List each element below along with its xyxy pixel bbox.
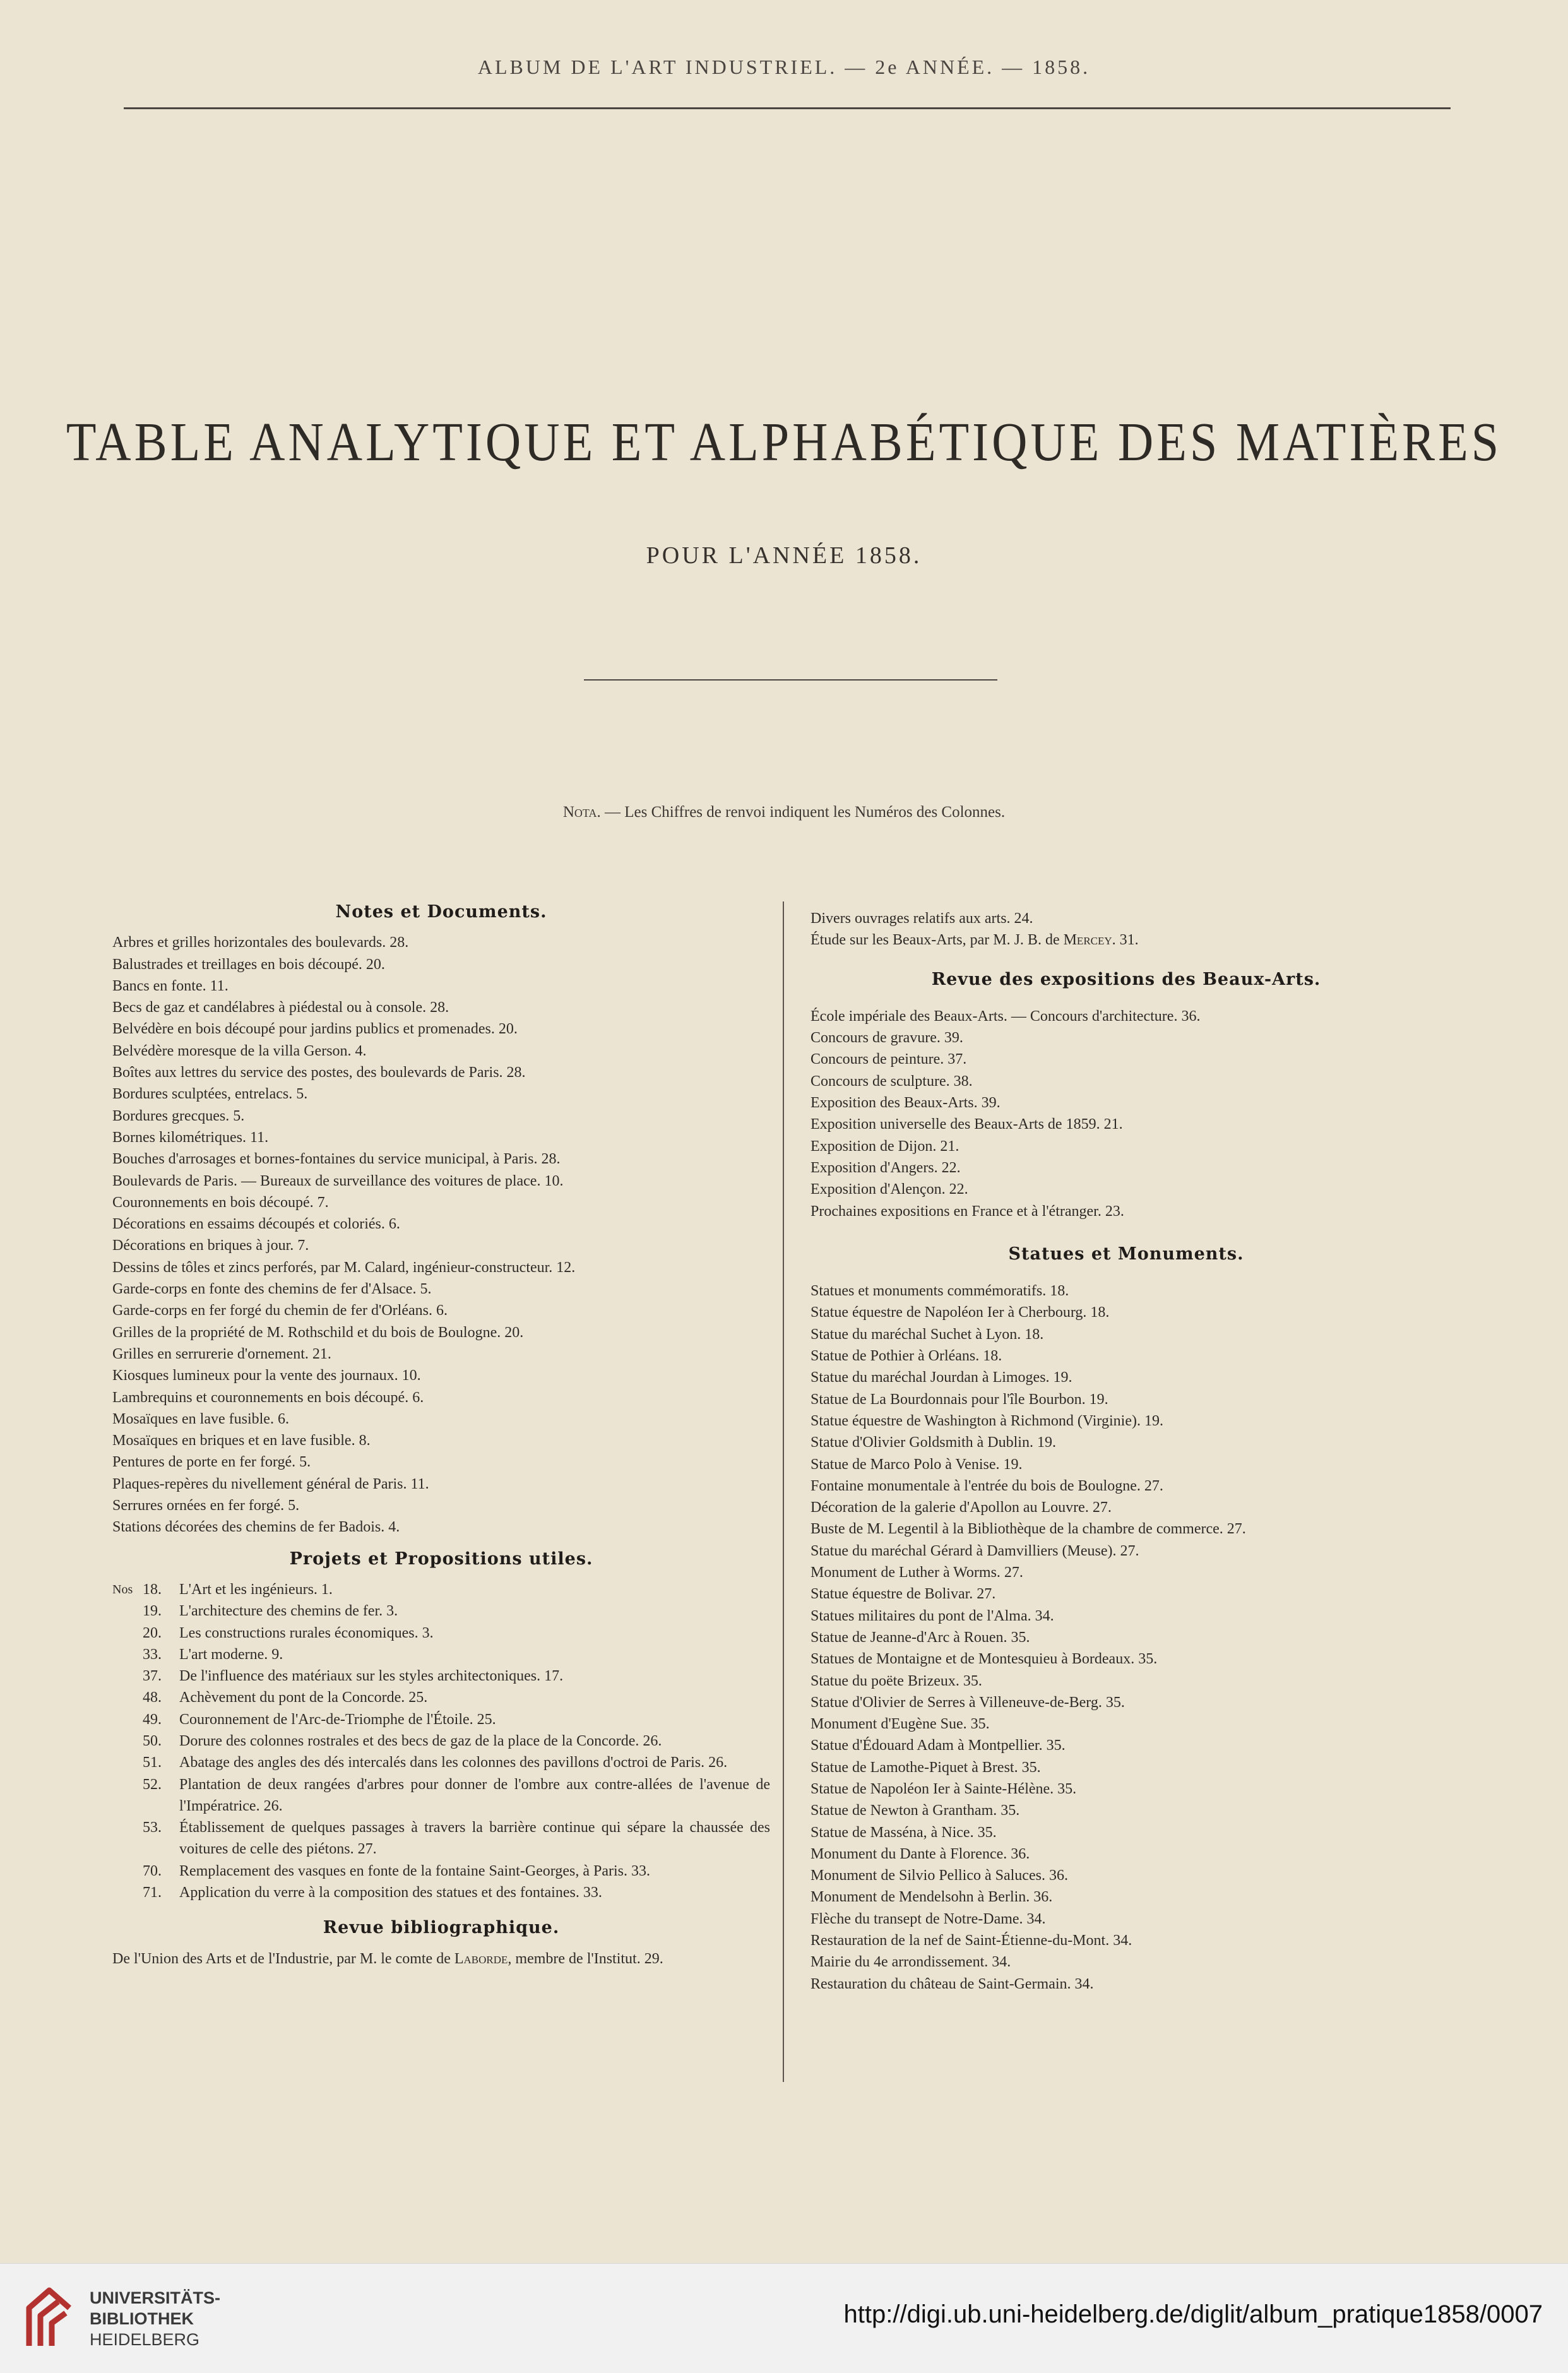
proposal-prefix xyxy=(112,1860,143,1882)
nota-note xyxy=(0,804,1568,821)
list-item: Statue de Pothier à Orléans. 18. xyxy=(811,1348,1002,1365)
proposal-number: 19. xyxy=(143,1603,162,1620)
list-item: Statue du maréchal Suchet à Lyon. 18. xyxy=(811,1326,1044,1343)
list-item: Monument de Luther à Worms. 27. xyxy=(811,1564,1023,1581)
library-name-line2: BIBLIOTHEK xyxy=(90,2309,194,2328)
proposal-text: L'Art et les ingénieurs. 1. xyxy=(179,1581,333,1598)
list-item: Monument de Silvio Pellico à Saluces. 36. xyxy=(811,1867,1068,1884)
title-rule xyxy=(584,679,997,681)
proposal-number: 53. xyxy=(143,1819,162,1836)
section-heading-notes: Notes et Documents. xyxy=(335,902,547,922)
left-column xyxy=(112,901,770,1970)
list-item: Statue de Masséna, à Nice. 35. xyxy=(811,1824,997,1841)
top-list xyxy=(811,908,1442,929)
proposal-item xyxy=(112,1600,770,1622)
proposal-number: 48. xyxy=(143,1689,162,1706)
proposal-text: Établissement de quelques passages à travers la barrière continue qui sépare la chaussée des voitures de celle des piétons. 27. xyxy=(179,1819,770,1858)
proposal-number: 71. xyxy=(143,1884,162,1901)
notes-list xyxy=(112,932,770,1538)
list-item: Divers ouvrages relatifs aux arts. 24. xyxy=(811,910,1033,927)
list-item: Statue de Marco Polo à Venise. 19. xyxy=(811,1456,1023,1473)
list-item: Grilles de la propriété de M. Rothschild et du bois de Boulogne. 20. xyxy=(112,1324,524,1341)
proposal-number: 37. xyxy=(143,1668,162,1685)
footer-bar xyxy=(0,2263,1568,2373)
list-item: Statue de Napoléon Ier à Sainte-Hélène. 35. xyxy=(811,1780,1077,1797)
proposal-item xyxy=(112,1860,770,1882)
list-item: Bouches d'arrosages et bornes-fontaines du service municipal, à Paris. 28. xyxy=(112,1151,561,1168)
list-item: Décorations en briques à jour. 7. xyxy=(112,1237,309,1254)
list-item: Statue d'Édouard Adam à Montpellier. 35. xyxy=(811,1737,1066,1754)
list-item: Statue d'Olivier Goldsmith à Dublin. 19. xyxy=(811,1434,1056,1451)
list-item: Bornes kilométriques. 11. xyxy=(112,1129,269,1146)
expositions-list xyxy=(811,1006,1442,1222)
nota-label: Nota. xyxy=(562,804,601,821)
library-name-line1: UNIVERSITÄTS- xyxy=(90,2288,221,2307)
list-item: Pentures de porte en fer forgé. 5. xyxy=(112,1454,311,1471)
proposal-item xyxy=(112,1774,770,1817)
list-item: Garde-corps en fonte des chemins de fer d'Alsace. 5. xyxy=(112,1281,432,1298)
proposal-item xyxy=(112,1709,770,1730)
proposal-number: 70. xyxy=(143,1862,162,1879)
list-item: Concours de sculpture. 38. xyxy=(811,1073,973,1090)
list-item: Décorations en essaims découpés et coloriés. 6. xyxy=(112,1216,400,1233)
running-head: ALBUM DE L'ART INDUSTRIEL. — 2e ANNÉE. — 1858. xyxy=(477,56,1091,78)
list-item: Statue du poëte Brizeux. 35. xyxy=(811,1672,982,1689)
list-item: Balustrades et treillages en bois découpé. 20. xyxy=(112,956,385,973)
section-heading-statues: Statues et Monuments. xyxy=(1008,1244,1244,1264)
statues-list xyxy=(811,1280,1442,1995)
list-item: Couronnements en bois découpé. 7. xyxy=(112,1194,329,1211)
list-item: Statues de Montaigne et de Montesquieu à Bordeaux. 35. xyxy=(811,1651,1158,1668)
list-item: Boulevards de Paris. — Bureaux de surveillance des voitures de place. 10. xyxy=(112,1172,564,1189)
list-item: Boîtes aux lettres du service des postes, des boulevards de Paris. 28. xyxy=(112,1064,526,1081)
proposal-prefix: Nos xyxy=(112,1582,133,1597)
list-item: Exposition d'Angers. 22. xyxy=(811,1159,961,1176)
proposal-prefix xyxy=(112,1687,143,1708)
list-item: Kiosques lumineux pour la vente des journaux. 10. xyxy=(112,1367,421,1384)
proposal-text: Achèvement du pont de la Concorde. 25. xyxy=(179,1689,428,1706)
list-item: Statue de La Bourdonnais pour l'île Bourbon. 19. xyxy=(811,1391,1108,1408)
proposal-text: Application du verre à la composition des statues et des fontaines. 33. xyxy=(179,1884,602,1901)
list-item: Statues et monuments commémoratifs. 18. xyxy=(811,1283,1069,1300)
list-item: Buste de M. Legentil à la Bibliothèque de la chambre de commerce. 27. xyxy=(811,1521,1246,1538)
list-item: Monument d'Eugène Sue. 35. xyxy=(811,1716,990,1733)
proposal-item xyxy=(112,1579,770,1600)
list-item: Statue de Jeanne-d'Arc à Rouen. 35. xyxy=(811,1629,1030,1646)
list-item: Statue de Newton à Grantham. 35. xyxy=(811,1802,1020,1819)
proposal-text: De l'influence des matériaux sur les styles architectoniques. 17. xyxy=(179,1668,564,1685)
proposal-text: Abatage des angles des dés intercalés dans les colonnes des pavillons d'octroi de Paris. 26. xyxy=(179,1754,728,1771)
proposal-item xyxy=(112,1752,770,1773)
list-item: Becs de gaz et candélabres à piédestal ou à console. 28. xyxy=(112,999,449,1016)
proposal-number: 49. xyxy=(143,1711,162,1728)
header-rule xyxy=(124,107,1451,109)
list-item: Grilles en serrurerie d'ornement. 21. xyxy=(112,1345,331,1362)
proposal-prefix xyxy=(112,1882,143,1903)
biblio-author: Laborde xyxy=(454,1950,508,1967)
proposal-item xyxy=(112,1817,770,1860)
list-item: Fontaine monumentale à l'entrée du bois de Boulogne. 27. xyxy=(811,1477,1163,1494)
list-item xyxy=(811,929,1442,951)
list-item: Mairie du 4e arrondissement. 34. xyxy=(811,1954,1011,1971)
proposal-item xyxy=(112,1622,770,1644)
list-item: Garde-corps en fer forgé du chemin de fer d'Orléans. 6. xyxy=(112,1302,448,1319)
proposal-prefix xyxy=(112,1665,143,1687)
list-item: Décoration de la galerie d'Apollon au Louvre. 27. xyxy=(811,1499,1112,1516)
biblio-text-end: , membre de l'Institut. 29. xyxy=(508,1950,663,1967)
list-item: Statue du maréchal Gérard à Damvilliers (Meuse). 27. xyxy=(811,1542,1139,1559)
list-item: Flèche du transept de Notre-Dame. 34. xyxy=(811,1910,1046,1927)
list-item: Statue du maréchal Jourdan à Limoges. 19. xyxy=(811,1369,1072,1386)
list-item: Prochaines expositions en France et à l'étranger. 23. xyxy=(811,1203,1124,1220)
proposal-item xyxy=(112,1882,770,1903)
proposal-number: 33. xyxy=(143,1646,162,1663)
list-item: Exposition d'Alençon. 22. xyxy=(811,1181,968,1198)
list-item: Restauration du château de Saint-Germain. 34. xyxy=(811,1975,1094,1992)
list-item: Stations décorées des chemins de fer Badois. 4. xyxy=(112,1519,400,1536)
list-item: Restauration de la nef de Saint-Étienne-du-Mont. 34. xyxy=(811,1932,1132,1949)
list-item: Monument de Mendelsohn à Berlin. 36. xyxy=(811,1889,1053,1906)
list-item: Exposition de Dijon. 21. xyxy=(811,1138,959,1155)
proposal-prefix xyxy=(112,1752,143,1773)
proposal-text: Remplacement des vasques en fonte de la fontaine Saint-Georges, à Paris. 33. xyxy=(179,1862,651,1879)
proposal-prefix xyxy=(112,1774,143,1817)
list-item: Statue équestre de Napoléon Ier à Cherbourg. 18. xyxy=(811,1304,1110,1321)
list-item: Monument du Dante à Florence. 36. xyxy=(811,1845,1030,1862)
list-item: Bancs en fonte. 11. xyxy=(112,977,229,994)
list-item: Plaques-repères du nivellement général de Paris. 11. xyxy=(112,1475,429,1492)
projets-list xyxy=(112,1579,770,1903)
list-item: Exposition des Beaux-Arts. 39. xyxy=(811,1095,1001,1112)
section-heading-expositions: Revue des expositions des Beaux-Arts. xyxy=(931,969,1321,989)
biblio-entry xyxy=(112,1948,770,1970)
section-heading-biblio: Revue bibliographique. xyxy=(323,1918,560,1938)
library-name-line3: HEIDELBERG xyxy=(90,2330,200,2349)
list-item: Statue de Lamothe-Piquet à Brest. 35. xyxy=(811,1759,1041,1776)
proposal-text: Couronnement de l'Arc-de-Triomphe de l'Étoile. 25. xyxy=(179,1711,496,1728)
page-title: TABLE ANALYTIQUE ET ALPHABÉTIQUE DES MATIÈRES xyxy=(66,410,1502,473)
proposal-number: 18. xyxy=(143,1581,162,1598)
proposal-number: 52. xyxy=(143,1776,162,1793)
list-item: Concours de gravure. 39. xyxy=(811,1030,963,1047)
proposal-text: Dorure des colonnes rostrales et des becs de gaz de la place de la Concorde. 26. xyxy=(179,1732,662,1749)
list-item: Statue équestre de Washington à Richmond (Virginie). 19. xyxy=(811,1412,1163,1429)
list-item: Statue d'Olivier de Serres à Villeneuve-de-Berg. 35. xyxy=(811,1694,1125,1711)
list-item: Arbres et grilles horizontales des boulevards. 28. xyxy=(112,934,409,951)
proposal-text: Plantation de deux rangées d'arbres pour donner de l'ombre aux contre-allées de l'avenue de l'Impératrice. 26. xyxy=(179,1776,770,1814)
proposal-text: L'art moderne. 9. xyxy=(179,1646,283,1663)
proposal-item xyxy=(112,1687,770,1708)
proposal-prefix xyxy=(112,1817,143,1860)
proposal-prefix xyxy=(112,1622,143,1644)
proposal-prefix xyxy=(112,1709,143,1730)
proposal-prefix xyxy=(112,1600,143,1622)
proposal-text: L'architecture des chemins de fer. 3. xyxy=(179,1603,398,1620)
column-divider xyxy=(783,901,784,2082)
proposal-item xyxy=(112,1644,770,1665)
biblio-text: De l'Union des Arts et de l'Industrie, par M. le comte de xyxy=(112,1950,454,1967)
list-item: Belvédère en bois découpé pour jardins publics et promenades. 20. xyxy=(112,1021,518,1038)
list-item: Bordures sculptées, entrelacs. 5. xyxy=(112,1086,308,1103)
list-item: Bordures grecques. 5. xyxy=(112,1107,245,1124)
list-item: Serrures ornées en fer forgé. 5. xyxy=(112,1497,300,1514)
list-item: Lambrequins et couronnements en bois découpé. 6. xyxy=(112,1389,424,1406)
list-item: Belvédère moresque de la villa Gerson. 4. xyxy=(112,1042,367,1059)
mercey-author: Mercey xyxy=(1063,932,1112,949)
list-item: Concours de peinture. 37. xyxy=(811,1051,967,1068)
proposal-text: Les constructions rurales économiques. 3. xyxy=(179,1624,434,1641)
page-subtitle: POUR L'ANNÉE 1858. xyxy=(646,542,922,569)
list-item: Mosaïques en lave fusible. 6. xyxy=(112,1410,289,1427)
proposal-prefix xyxy=(112,1730,143,1752)
proposal-item xyxy=(112,1730,770,1752)
list-item: École impériale des Beaux-Arts. — Concours d'architecture. 36. xyxy=(811,1008,1201,1025)
proposal-prefix xyxy=(112,1644,143,1665)
proposal-item xyxy=(112,1665,770,1687)
proposal-number: 51. xyxy=(143,1754,162,1771)
source-url-link[interactable]: http://digi.ub.uni-heidelberg.de/diglit/album_pratique1858/0007 xyxy=(843,2300,1543,2328)
university-logo-icon xyxy=(24,2283,74,2353)
mercey-text: Étude sur les Beaux-Arts, par M. J. B. de xyxy=(811,932,1064,949)
nota-text: — Les Chiffres de renvoi indiquent les Numéros des Colonnes. xyxy=(600,804,1006,821)
list-item: Mosaïques en briques et en lave fusible. 8. xyxy=(112,1432,371,1449)
mercey-text-end: . 31. xyxy=(1112,932,1139,949)
section-heading-projets: Projets et Propositions utiles. xyxy=(289,1549,593,1569)
list-item: Statues militaires du pont de l'Alma. 34. xyxy=(811,1607,1054,1624)
list-item: Dessins de tôles et zincs perforés, par M. Calard, ingénieur-constructeur. 12. xyxy=(112,1259,576,1276)
right-column xyxy=(811,908,1442,1995)
proposal-number: 50. xyxy=(143,1732,162,1749)
list-item: Exposition universelle des Beaux-Arts de 1859. 21. xyxy=(811,1116,1123,1133)
library-name xyxy=(90,2288,220,2350)
list-item: Statue équestre de Bolivar. 27. xyxy=(811,1586,996,1603)
proposal-number: 20. xyxy=(143,1624,162,1641)
